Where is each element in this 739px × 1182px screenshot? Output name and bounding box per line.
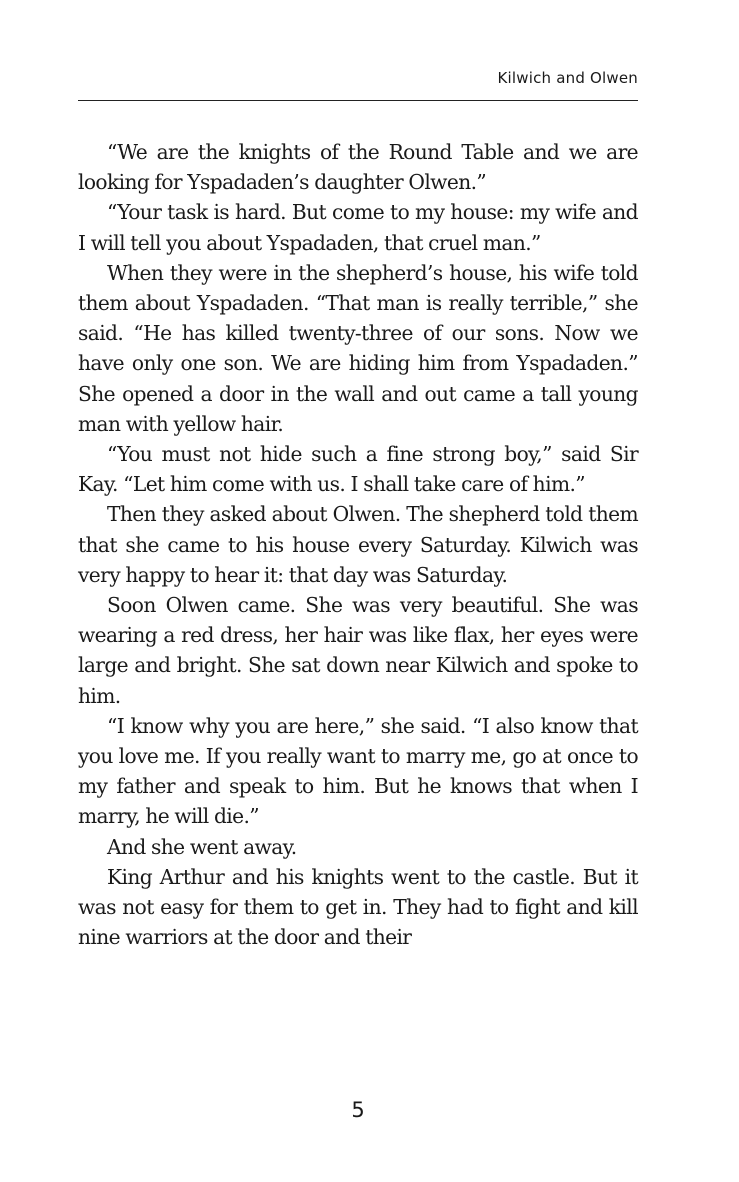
paragraph: Then they asked about Olwen. The shepherd told them that she came to his house every Saturday. Kilwich was very happy to hear it: that day was Saturday. bbox=[78, 502, 638, 587]
paragraph: “We are the knights of the Round Table and we are looking for Yspadaden’s daughter Olwen.” bbox=[78, 140, 638, 195]
paragraph: “Your task is hard. But come to my house: my wife and I will tell you about Yspadaden, that cruel man.” bbox=[78, 200, 638, 255]
paragraph: When they were in the shepherd’s house, his wife told them about Yspadaden. “That man is really terrible,” she said. “He has killed twenty-three of our sons. Now we have only one son. We are hiding him from Yspadaden.” She opened a door in the wall and out came a tall young man with yellow hair. bbox=[78, 260, 638, 436]
paragraph: “I know why you are here,” she said. “I also know that you love me. If you really want to marry me, go at once to my father and speak to him. But he knows that when I marry, he will die.” bbox=[78, 713, 638, 829]
header-rule bbox=[78, 100, 638, 101]
paragraph: King Arthur and his knights went to the castle. But it was not easy for them to get in. They had to fight and kill nine warriors at the door and their bbox=[78, 864, 638, 950]
running-header: Kilwich and Olwen bbox=[497, 69, 638, 87]
paragraph: “You must not hide such a fine strong boy,” said Sir Kay. “Let him come with us. I shall take care of him.” bbox=[78, 442, 638, 497]
body-text bbox=[78, 137, 638, 952]
paragraph: And she went away. bbox=[107, 834, 297, 859]
page-number: 5 bbox=[351, 1098, 365, 1122]
paragraph: Soon Olwen came. She was very beautiful. She was wearing a red dress, her hair was like flax, her eyes were large and bright. She sat down near Kilwich and spoke to him. bbox=[78, 593, 638, 708]
